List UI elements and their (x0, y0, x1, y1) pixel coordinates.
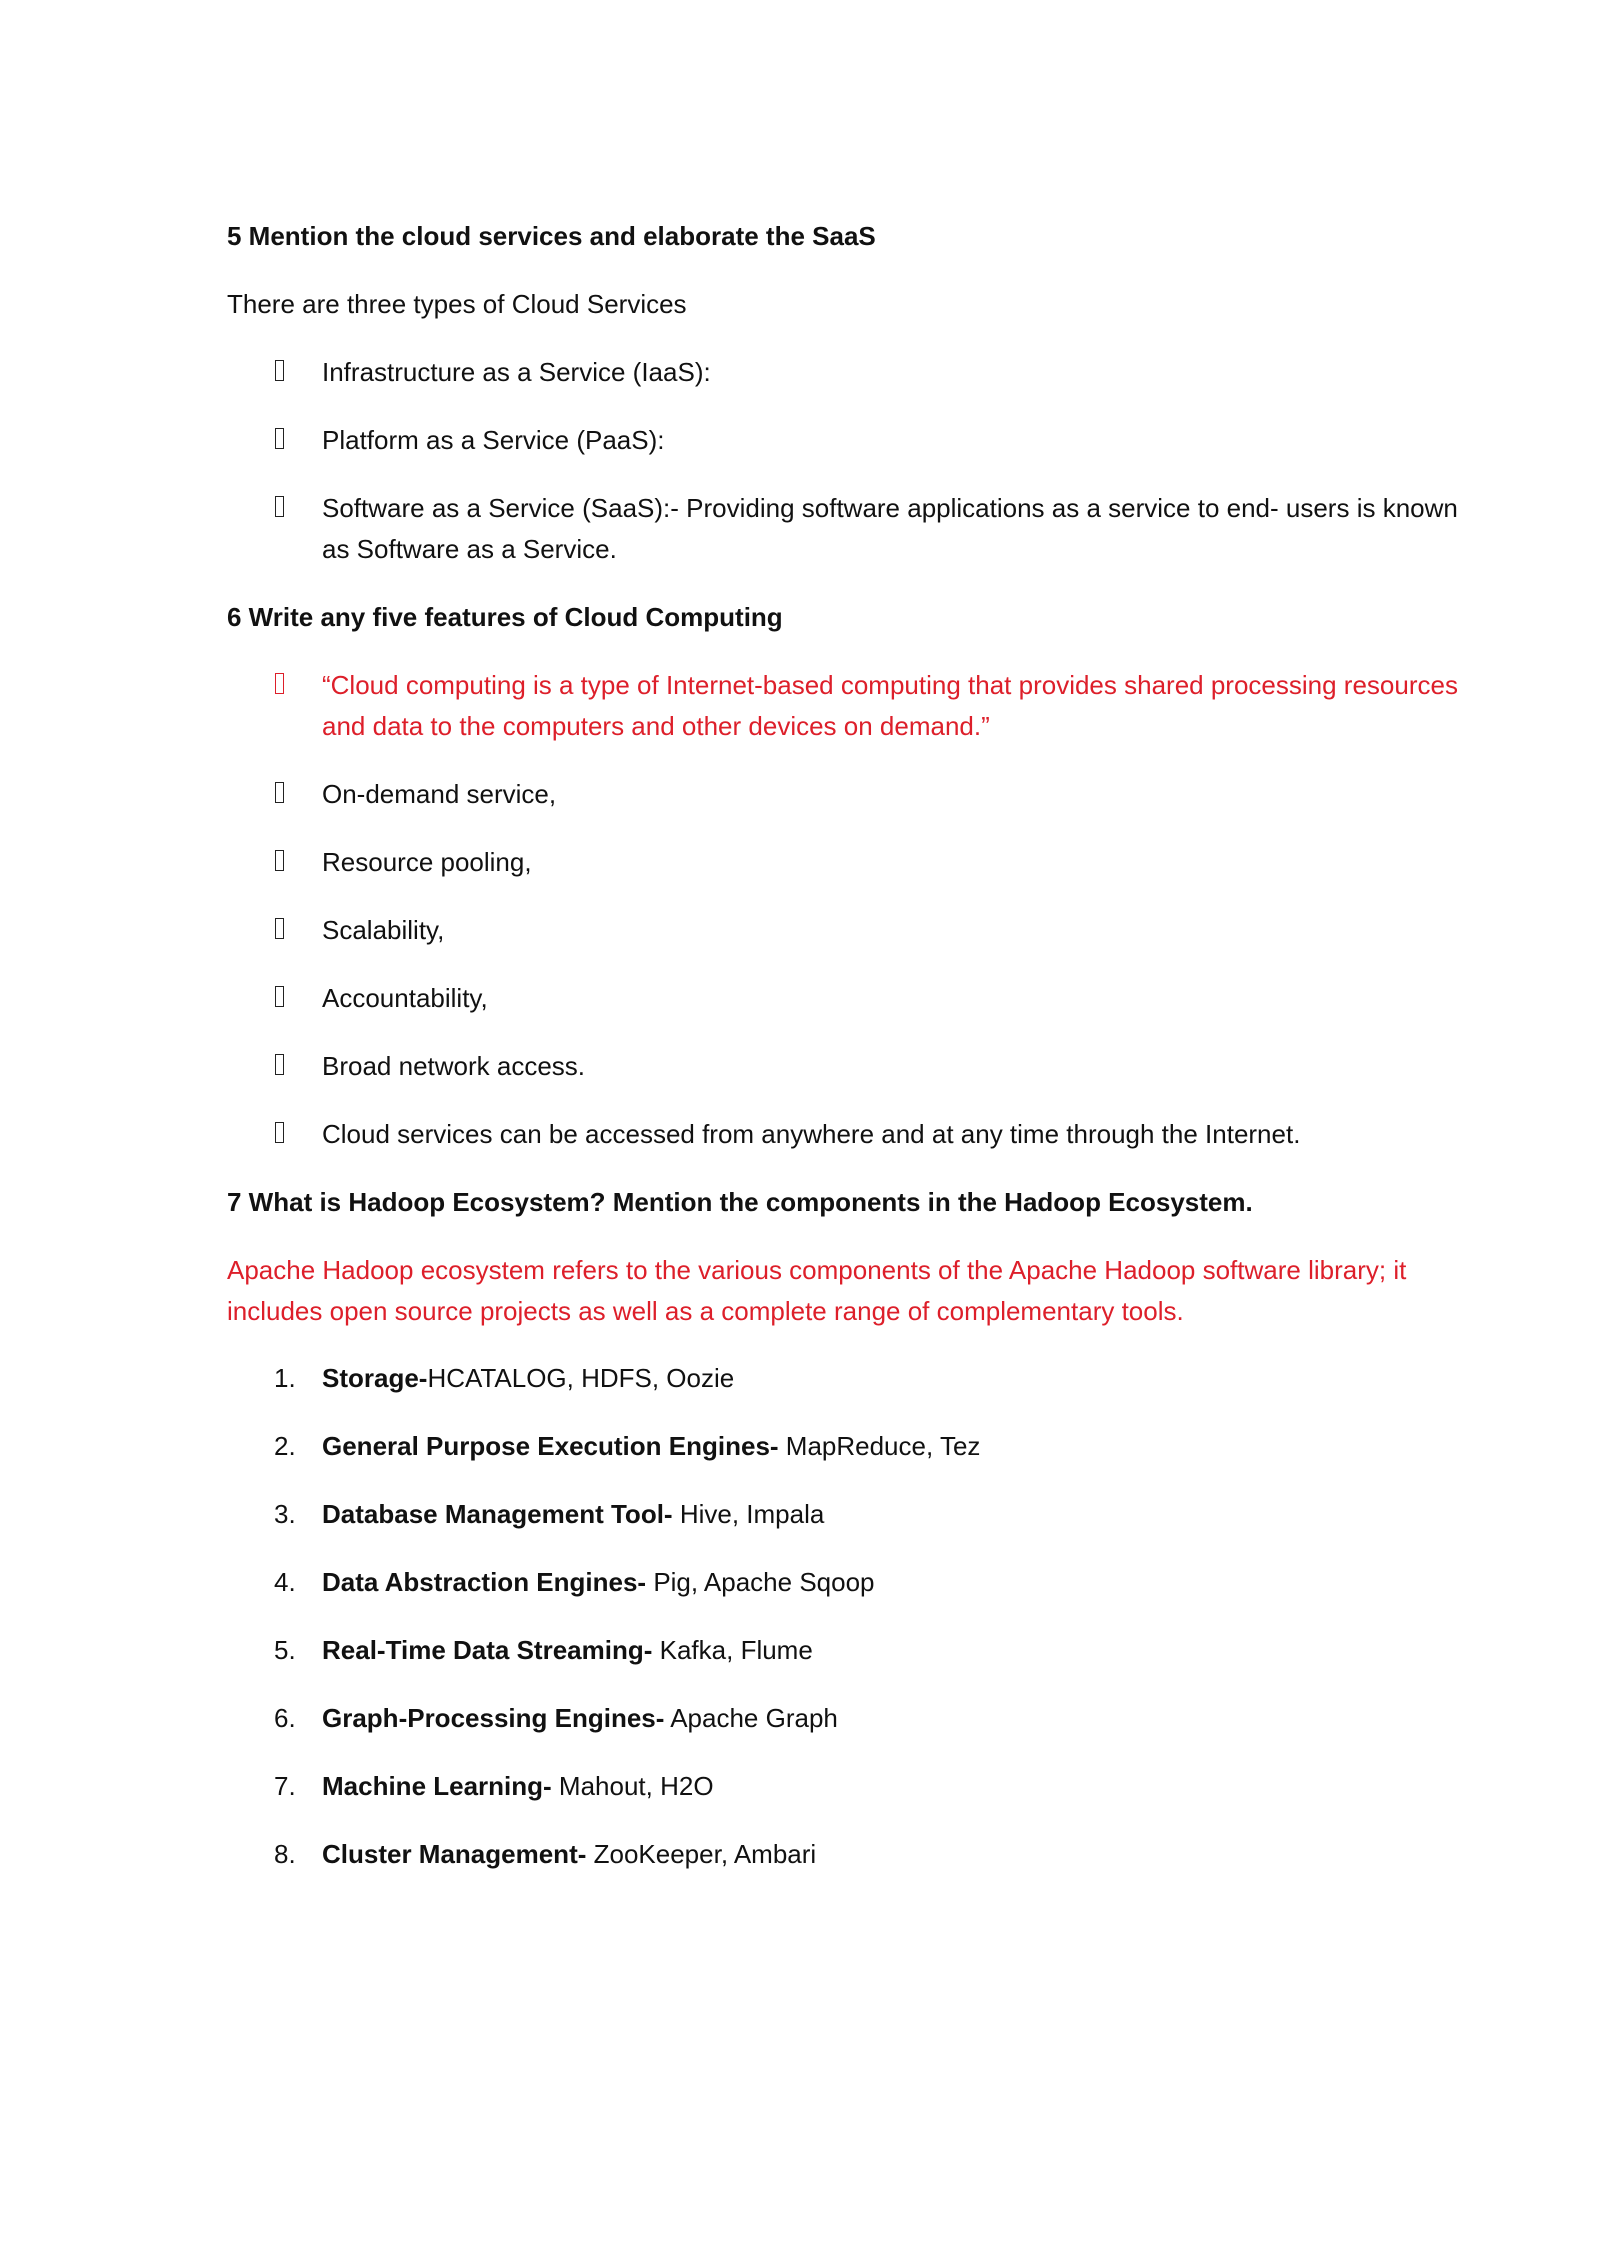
list-item-text: Accountability, (322, 983, 488, 1013)
bullet-box-icon (275, 1054, 284, 1075)
bullet-box-icon (275, 782, 284, 803)
list-number: 3. (274, 1499, 296, 1529)
component-value: Hive, Impala (672, 1499, 825, 1529)
q7-definition: Apache Hadoop ecosystem refers to the various components of the Apache Hadoop software library; it includes open source projects as well as a complete range of complementary tools. (227, 1255, 1407, 1326)
q5-intro: There are three types of Cloud Services (227, 289, 687, 319)
list-number: 7. (274, 1771, 296, 1801)
component-value: Pig, Apache Sqoop (646, 1567, 875, 1597)
q6-heading: 6 Write any five features of Cloud Computing (227, 602, 783, 632)
bullet-box-icon (275, 1122, 284, 1143)
component-label: General Purpose Execution Engines- (322, 1431, 779, 1461)
list-number: 6. (274, 1703, 296, 1733)
bullet-box-icon (275, 850, 284, 871)
bullet-box-icon (275, 673, 284, 694)
q7-heading: 7 What is Hadoop Ecosystem? Mention the components in the Hadoop Ecosystem. (227, 1187, 1253, 1217)
bullet-box-icon (275, 918, 284, 939)
component-label: Graph-Processing Engines- (322, 1703, 665, 1733)
component-value: HCATALOG, HDFS, Oozie (427, 1363, 735, 1393)
definition-text: “Cloud computing is a type of Internet-based computing that provides shared processing resources and data to the computers and other devices on demand.” (322, 670, 1458, 741)
component-label: Cluster Management- (322, 1839, 587, 1869)
list-item-text: Scalability, (322, 915, 445, 945)
component-label: Database Management Tool- (322, 1499, 673, 1529)
list-number: 1. (274, 1363, 296, 1393)
list-item-text: Cloud services can be accessed from anywhere and at any time through the Internet. (322, 1119, 1301, 1149)
component-value: Kafka, Flume (652, 1635, 813, 1665)
bullet-box-icon (275, 428, 284, 449)
component-label: Storage- (322, 1363, 428, 1393)
list-number: 2. (274, 1431, 296, 1461)
list-item-text: On-demand service, (322, 779, 557, 809)
component-label: Real-Time Data Streaming- (322, 1635, 653, 1665)
list-item-text: Platform as a Service (PaaS): (322, 425, 665, 455)
list-item-text: Resource pooling, (322, 847, 532, 877)
component-value: Apache Graph (664, 1703, 838, 1733)
bullet-box-icon (275, 496, 284, 517)
q5-heading: 5 Mention the cloud services and elaborate the SaaS (227, 221, 876, 251)
list-item-text: Software as a Service (SaaS):- Providing software applications as a service to end- users is known as Software as a Service. (322, 493, 1458, 564)
list-number: 4. (274, 1567, 296, 1597)
list-number: 5. (274, 1635, 296, 1665)
list-item-text: Broad network access. (322, 1051, 586, 1081)
list-item-text: Infrastructure as a Service (IaaS): (322, 357, 711, 387)
component-value: MapReduce, Tez (778, 1431, 981, 1461)
bullet-box-icon (275, 986, 284, 1007)
bullet-box-icon (275, 360, 284, 381)
component-value: ZooKeeper, Ambari (586, 1839, 817, 1869)
component-value: Mahout, H2O (551, 1771, 714, 1801)
list-number: 8. (274, 1839, 296, 1869)
component-label: Data Abstraction Engines- (322, 1567, 647, 1597)
component-label: Machine Learning- (322, 1771, 552, 1801)
